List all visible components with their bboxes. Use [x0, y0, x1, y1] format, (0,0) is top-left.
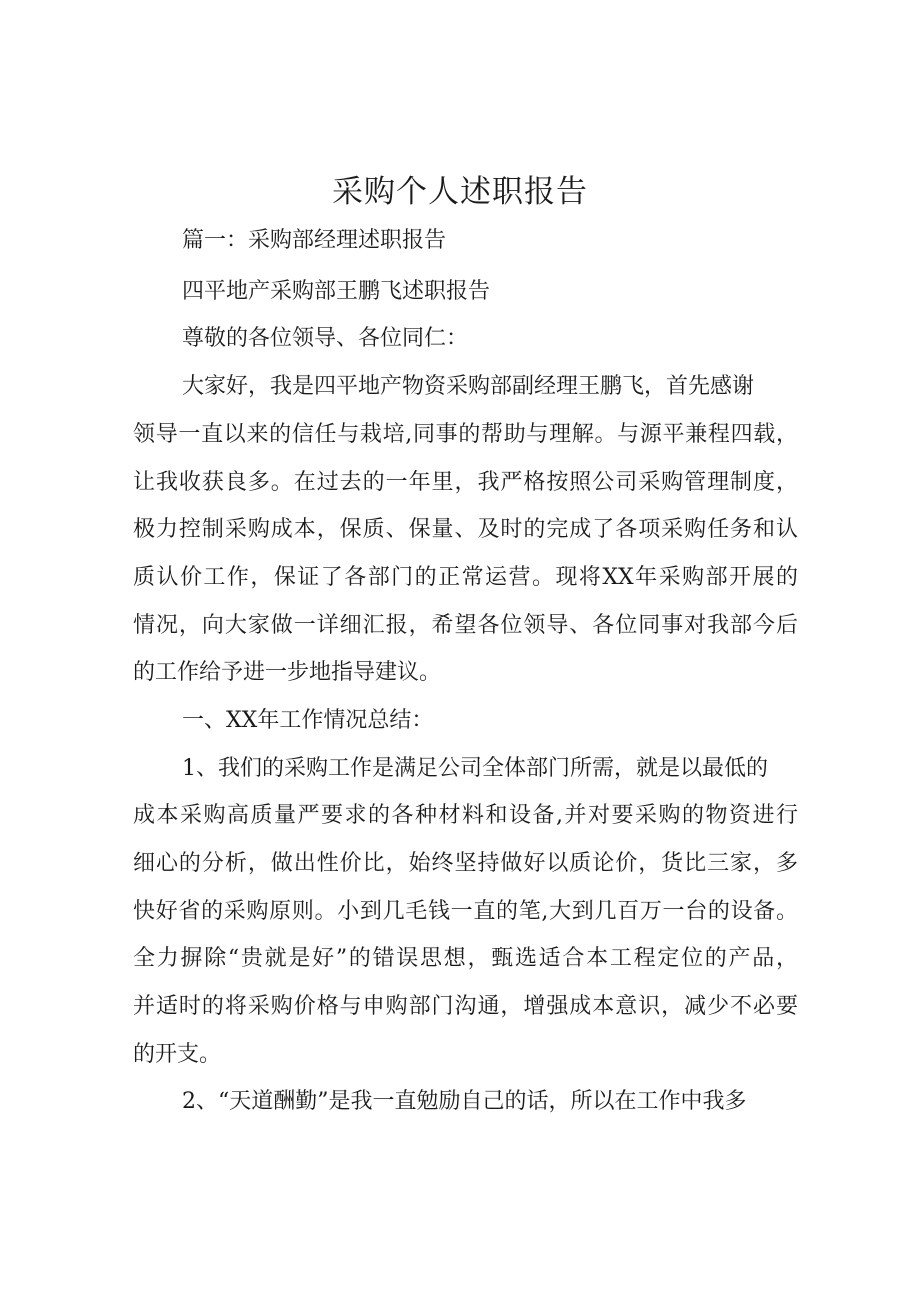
paragraph-2-line-5: 全力摒除“贵就是好”的错误思想，甄选适合本工程定位的产品， [133, 946, 798, 971]
paragraph-1-line-1: 大家好，我是四平地产物资采购部副经理王鹏飞，首先感谢 [182, 374, 755, 399]
salutation: 尊敬的各位领导、各位同仁： [182, 326, 469, 351]
paragraph-2-line-2: 成本采购高质量严要求的各种材料和设备,并对要采购的物资进行 [133, 803, 798, 828]
paragraph-1-line-5: 质认价工作，保证了各部门的正常运营。现将XX年采购部开展的 [133, 565, 798, 590]
report-subtitle: 四平地产采购部王鹏飞述职报告 [182, 279, 491, 304]
paragraph-2-line-4: 快好省的采购原则。小到几毛钱一直的笔,大到几百万一台的设备。 [133, 899, 798, 924]
section-heading-summary: 一、XX年工作情况总结： [182, 708, 434, 733]
paragraph-2-line-7: 的开支。 [133, 1042, 222, 1067]
paragraph-1-line-4: 极力控制采购成本，保质、保量、及时的完成了各项采购任务和认 [133, 517, 798, 542]
paragraph-1-line-7: 的工作给予进一步地指导建议。 [133, 660, 442, 685]
document-title: 采购个人述职报告 [332, 174, 588, 210]
paragraph-1-line-3: 让我收获良多。在过去的一年里，我严格按照公司采购管理制度， [133, 470, 798, 495]
paragraph-3-line-1: 2、“天道酬勤”是我一直勉励自己的话，所以在工作中我多 [182, 1089, 747, 1114]
paragraph-1-line-2: 领导一直以来的信任与栽培,同事的帮助与理解。与源平兼程四载， [133, 422, 798, 447]
paragraph-2-line-3: 细心的分析，做出性价比，始终坚持做好以质论价，货比三家，多 [133, 851, 798, 876]
section-heading-part-one: 篇一：采购部经理述职报告 [182, 228, 447, 253]
paragraph-1-line-6: 情况，向大家做一详细汇报，希望各位领导、各位同事对我部今后 [133, 613, 798, 638]
paragraph-2-line-6: 并适时的将采购价格与申购部门沟通，增强成本意识，减少不必要 [133, 994, 798, 1019]
paragraph-2-line-1: 1、我们的采购工作是满足公司全体部门所需，就是以最低的 [182, 756, 768, 781]
